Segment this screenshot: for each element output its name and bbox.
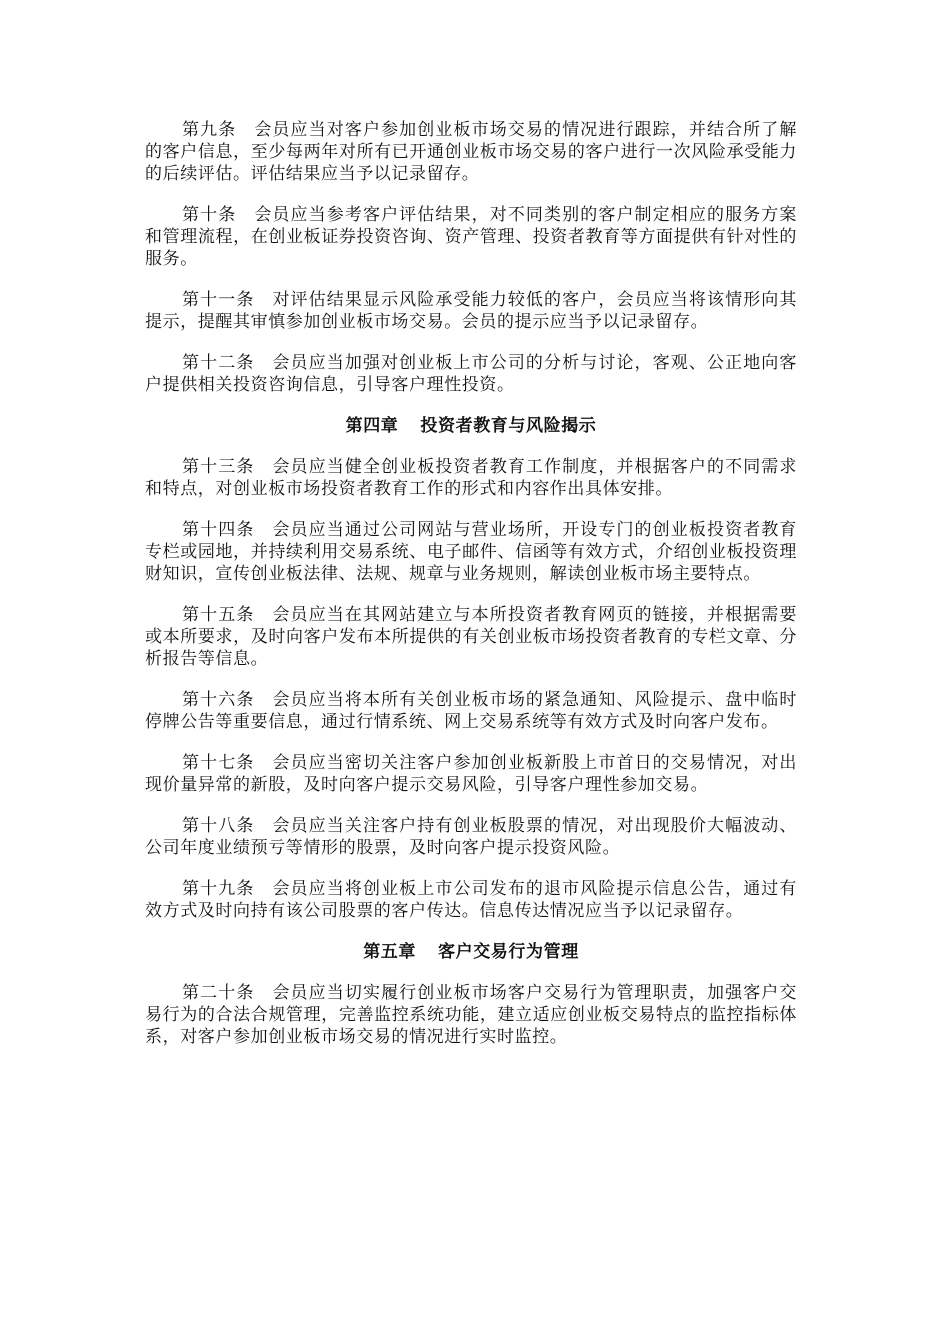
article-13 bbox=[145, 456, 797, 500]
article-text: 会员应当对客户参加创业板市场交易的情况进行跟踪，并结合所了解的客户信息，至少每两年对所有已开通创业板市场交易的客户进行一次风险承受能力的后续评估。评估结果应当予以记录留存。 bbox=[145, 120, 797, 184]
article-number: 第十六条 bbox=[182, 690, 255, 710]
article-11 bbox=[145, 289, 797, 333]
article-9 bbox=[145, 119, 797, 185]
article-text: 会员应当将本所有关创业板市场的紧急通知、风险提示、盘中临时停牌公告等重要信息，通过行情系统、网上交易系统等有效方式及时向客户发布。 bbox=[145, 690, 797, 732]
article-number: 第十九条 bbox=[182, 879, 255, 899]
article-number: 第十三条 bbox=[182, 457, 255, 477]
article-text: 会员应当在其网站建立与本所投资者教育网页的链接，并根据需要或本所要求，及时向客户发布本所提供的有关创业板市场投资者教育的专栏文章、分析报告等信息。 bbox=[145, 605, 797, 669]
article-number: 第二十条 bbox=[182, 983, 255, 1003]
article-10 bbox=[145, 204, 797, 270]
article-19 bbox=[145, 878, 797, 922]
article-text: 会员应当健全创业板投资者教育工作制度，并根据客户的不同需求和特点，对创业板市场投资者教育工作的形式和内容作出具体安排。 bbox=[145, 457, 797, 499]
article-12 bbox=[145, 352, 797, 396]
article-text: 会员应当通过公司网站与营业场所，开设专门的创业板投资者教育专栏或园地，并持续利用交易系统、电子邮件、信函等有效方式，介绍创业板投资理财知识，宣传创业板法律、法规、规章与业务规则，解读创业板市场主要特点。 bbox=[145, 520, 797, 584]
chapter-title: 客户交易行为管理 bbox=[438, 942, 579, 962]
chapter-number: 第四章 bbox=[345, 416, 399, 436]
article-number: 第十八条 bbox=[182, 816, 255, 836]
chapter-5-heading bbox=[145, 941, 797, 963]
article-text: 会员应当将创业板上市公司发布的退市风险提示信息公告，通过有效方式及时向持有该公司股票的客户传达。信息传达情况应当予以记录留存。 bbox=[145, 879, 797, 921]
article-18 bbox=[145, 815, 797, 859]
article-text: 会员应当密切关注客户参加创业板新股上市首日的交易情况，对出现价量异常的新股，及时向客户提示交易风险，引导客户理性参加交易。 bbox=[145, 753, 797, 795]
article-text: 对评估结果显示风险承受能力较低的客户，会员应当将该情形向其提示，提醒其审慎参加创业板市场交易。会员的提示应当予以记录留存。 bbox=[145, 290, 797, 332]
article-number: 第十四条 bbox=[182, 520, 255, 540]
chapter-number: 第五章 bbox=[363, 942, 416, 962]
document-page bbox=[145, 119, 797, 1067]
article-15 bbox=[145, 604, 797, 670]
article-16 bbox=[145, 689, 797, 733]
article-text: 会员应当参考客户评估结果，对不同类别的客户制定相应的服务方案和管理流程，在创业板证券投资咨询、资产管理、投资者教育等方面提供有针对性的服务。 bbox=[145, 205, 797, 269]
article-20 bbox=[145, 982, 797, 1048]
article-text: 会员应当切实履行创业板市场客户交易行为管理职责，加强客户交易行为的合法合规管理，完善监控系统功能，建立适应创业板交易特点的监控指标体系，对客户参加创业板市场交易的情况进行实时监控。 bbox=[145, 983, 797, 1047]
article-14 bbox=[145, 519, 797, 585]
article-number: 第十一条 bbox=[182, 290, 255, 310]
article-number: 第十二条 bbox=[182, 353, 255, 373]
article-text: 会员应当关注客户持有创业板股票的情况，对出现股价大幅波动、公司年度业绩预亏等情形的股票，及时向客户提示投资风险。 bbox=[145, 816, 797, 858]
article-17 bbox=[145, 752, 797, 796]
chapter-4-heading bbox=[145, 415, 797, 437]
article-number: 第十七条 bbox=[182, 753, 255, 773]
article-text: 会员应当加强对创业板上市公司的分析与讨论，客观、公正地向客户提供相关投资咨询信息，引导客户理性投资。 bbox=[145, 353, 797, 395]
article-number: 第九条 bbox=[182, 120, 237, 140]
article-number: 第十条 bbox=[182, 205, 237, 225]
chapter-title: 投资者教育与风险揭示 bbox=[420, 416, 597, 436]
article-number: 第十五条 bbox=[182, 605, 255, 625]
